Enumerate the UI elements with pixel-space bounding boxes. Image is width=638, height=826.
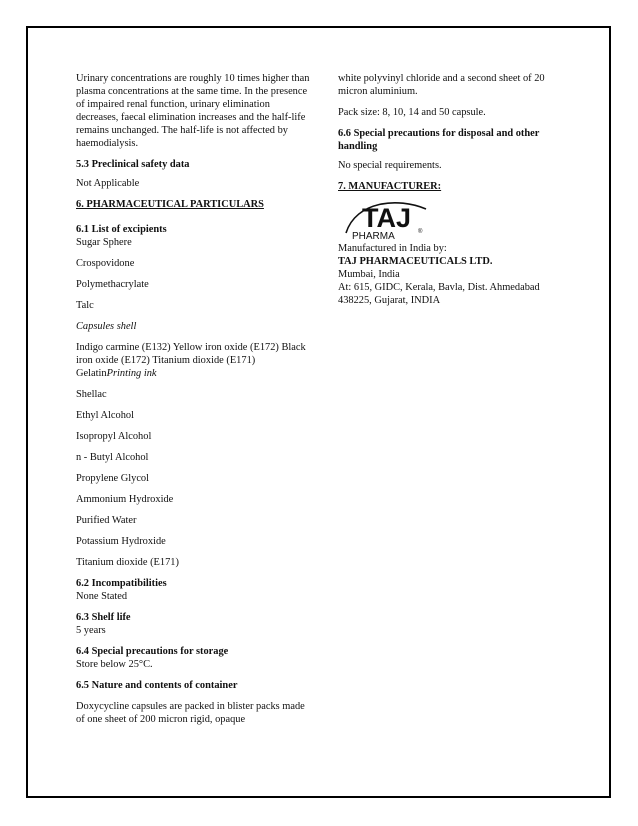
ink-item: n - Butyl Alcohol [76,452,149,463]
ink-item: Potassium Hydroxide [76,536,166,547]
logo-main-text: TAJ [362,203,412,233]
excipient-item: Talc [76,300,94,311]
intro-paragraph: Urinary concentrations are roughly 10 times higher than plasma concentrations at the same time. In the presence of impaired renal function, urinary elimination decreases, faecal elimination increases and the half-life remains unchanged. The half-life is not affected by haemodialysis. [76,73,310,149]
ink-item: Ethyl Alcohol [76,410,135,421]
ink-item: Titanium dioxide (E171) [76,557,179,568]
logo-registered-mark: ® [418,229,423,235]
ink-item: Isopropyl Alcohol [76,431,152,442]
section-6-3-heading: 6.3 Shelf life [76,612,131,623]
pack-size-text: Pack size: 8, 10, 14 and 50 capsule. [338,107,486,118]
section-6-5-text: Doxycycline capsules are packed in blister packs made of one sheet of 200 micron rigid, opaque [76,701,305,725]
section-7-heading: 7. MANUFACTURER: [338,181,442,192]
excipient-item: Sugar Sphere [76,237,132,248]
logo-sub-text: PHARMA [352,231,395,241]
section-6-5-heading: 6.5 Nature and contents of container [76,680,238,691]
container-continued-text: white polyvinyl chloride and a second sheet of 20 micron aluminium. [338,73,545,97]
capsule-shell-text [76,341,310,380]
section-5-3-text: Not Applicable [76,178,140,189]
taj-pharma-logo [338,195,434,241]
section-6-6-text: No special requirements. [338,160,442,171]
section-6-2-heading: 6.2 Incompatibilities [76,578,167,589]
ink-item: Propylene Glycol [76,473,150,484]
left-column [76,72,310,726]
manufacturer-address: At: 615, GIDC, Kerala, Bavla, Dist. Ahmedabad 438225, Gujarat, INDIA [338,282,540,306]
excipient-item: Polymethacrylate [76,279,149,290]
manufacturer-city: Mumbai, India [338,269,400,280]
section-6-1-heading: 6.1 List of excipients [76,224,167,235]
capsule-shell-label: Capsules shell [76,321,137,332]
capsule-shell-ingredients: Indigo carmine (E132) Yellow iron oxide (E172) Black iron oxide (E172) Titanium dioxide (E171) Gelatin [76,342,306,379]
ink-item: Shellac [76,389,107,400]
section-6-6-heading: 6.6 Special precautions for disposal and other handling [338,128,540,152]
section-6-4-heading: 6.4 Special precautions for storage [76,646,229,657]
section-5-3-heading: 5.3 Preclinical safety data [76,159,190,170]
right-column [338,72,574,307]
ink-item: Ammonium Hydroxide [76,494,174,505]
section-6-2-text: None Stated [76,591,128,602]
section-6-3-text: 5 years [76,625,106,636]
manufacturer-company: TAJ PHARMACEUTICALS LTD. [338,256,493,267]
printing-ink-label: Printing ink [106,368,157,379]
section-6-heading: 6. PHARMACEUTICAL PARTICULARS [76,199,264,210]
excipient-item: Crospovidone [76,258,135,269]
section-6-4-text: Store below 25°C. [76,659,153,670]
manufacturer-intro: Manufactured in India by: [338,243,447,254]
ink-item: Purified Water [76,515,137,526]
